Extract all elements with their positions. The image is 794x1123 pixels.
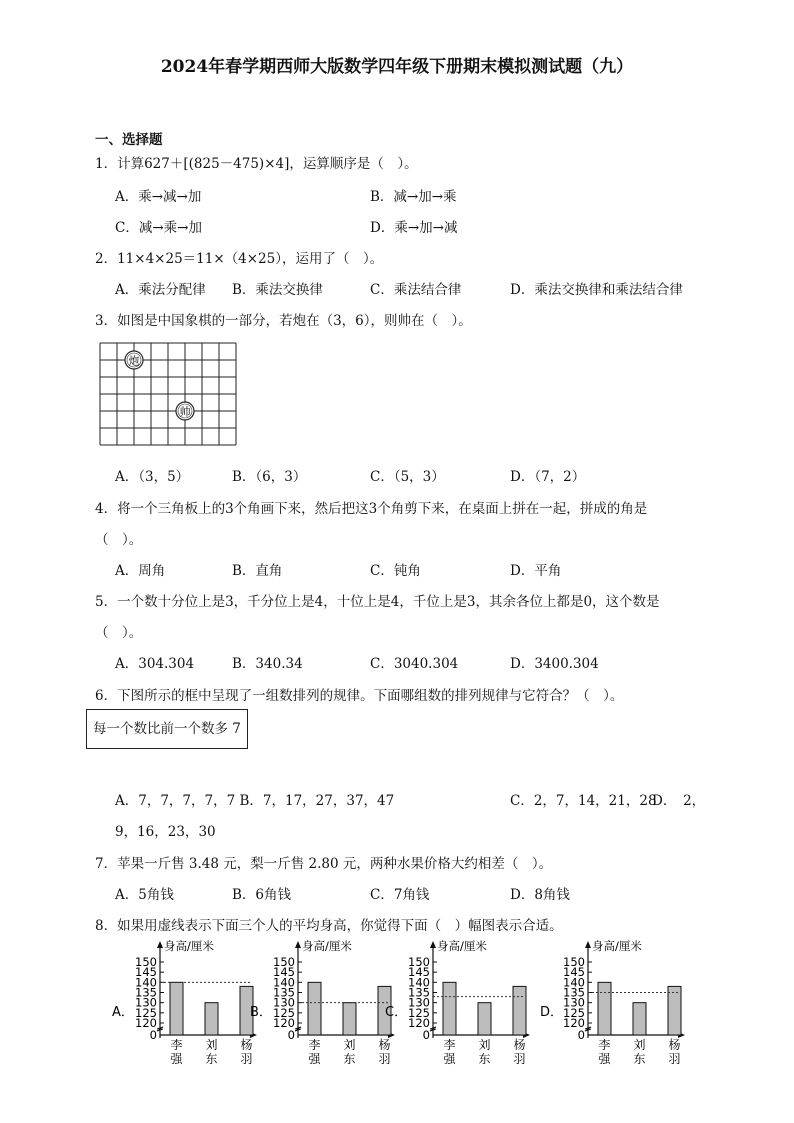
bar xyxy=(478,1003,491,1035)
question-3-stem: 3．如图是中国象棋的一部分，若炮在（3，6），则帅在（ ）。 xyxy=(95,313,472,329)
question-5-stem-cont: （ ）。 xyxy=(95,625,143,641)
category-label: 东 xyxy=(478,1052,491,1066)
y-tick-label: 150 xyxy=(563,955,585,969)
q2-option-a[interactable]: A．乘法分配律 xyxy=(115,282,206,298)
q1-option-a[interactable]: A．乘→减→加 xyxy=(115,189,202,205)
y-tick-label: 0 xyxy=(577,1028,585,1042)
question-5-stem: 5．一个数十分位上是3，千分位上是4，十位上是4，千位上是3，其余各位上都是0，这个数是 xyxy=(95,594,660,610)
q4-option-b[interactable]: B．直角 xyxy=(232,563,283,579)
q2-option-c[interactable]: C．乘法结合律 xyxy=(370,282,462,298)
y-tick-label: 125 xyxy=(408,1005,430,1020)
y-axis-label: 身高/厘米 xyxy=(592,939,642,953)
bar xyxy=(308,982,321,1035)
y-tick-label: 130 xyxy=(563,995,585,1010)
y-axis-arrow xyxy=(585,941,591,948)
category-label: 强 xyxy=(598,1052,611,1066)
q7-option-a[interactable]: A．5角钱 xyxy=(115,887,174,903)
q2-option-b[interactable]: B．乘法交换律 xyxy=(232,282,323,298)
y-axis-arrow xyxy=(295,941,301,948)
y-tick-label: 0 xyxy=(422,1028,430,1042)
cannon-piece-label: 炮 xyxy=(128,354,140,368)
axis-break-icon xyxy=(430,1027,436,1031)
q7-option-d[interactable]: D．8角钱 xyxy=(510,887,570,903)
q4-option-c[interactable]: C．钝角 xyxy=(370,563,421,579)
y-axis-label: 身高/厘米 xyxy=(302,939,352,953)
category-label: 东 xyxy=(343,1052,356,1066)
q1-option-b[interactable]: B．减→加→乘 xyxy=(370,189,457,205)
y-tick-label: 135 xyxy=(273,985,295,1000)
y-tick-label: 150 xyxy=(408,955,430,969)
section-heading: 一、选择题 xyxy=(95,132,163,148)
q7-option-c[interactable]: C．7角钱 xyxy=(370,887,430,903)
rule-box: 每一个数比前一个数多 7 xyxy=(86,709,248,749)
y-tick-label: 120 xyxy=(273,1016,295,1030)
q5-option-d[interactable]: D．3400.304 xyxy=(510,656,599,672)
y-tick-label: 130 xyxy=(273,995,295,1010)
y-tick-label: 130 xyxy=(408,995,430,1010)
category-label: 刘 xyxy=(478,1038,491,1052)
y-tick-label: 120 xyxy=(563,1016,585,1030)
bar xyxy=(633,1003,646,1035)
category-label: 刘 xyxy=(205,1038,218,1052)
category-label: 杨 xyxy=(378,1038,391,1052)
chess-board-figure xyxy=(98,342,238,446)
bar xyxy=(443,982,456,1035)
y-tick-label: 140 xyxy=(273,975,295,990)
panel-label: D． xyxy=(540,1005,564,1020)
panel-label: C． xyxy=(385,1005,408,1020)
axis-break-icon xyxy=(585,1027,591,1031)
y-tick-label: 120 xyxy=(408,1016,430,1030)
question-1-stem: 1．计算627＋[(825－475)×4]，运算顺序是（ ）。 xyxy=(95,156,418,172)
q4-option-d[interactable]: D．平角 xyxy=(510,563,562,579)
category-label: 杨 xyxy=(513,1038,526,1052)
category-label: 东 xyxy=(633,1052,646,1066)
y-axis-arrow xyxy=(430,941,436,948)
category-label: 羽 xyxy=(378,1052,391,1066)
q7-option-b[interactable]: B．6角钱 xyxy=(232,887,292,903)
category-label: 刘 xyxy=(633,1038,646,1052)
y-axis-arrow xyxy=(157,941,163,948)
y-tick-label: 0 xyxy=(149,1028,157,1042)
q3-option-c[interactable]: C．（5，3） xyxy=(370,469,445,485)
y-tick-label: 140 xyxy=(563,975,585,990)
question-4-stem-cont: （ ）。 xyxy=(95,532,143,548)
y-tick-label: 125 xyxy=(563,1005,585,1020)
y-tick-label: 140 xyxy=(135,975,157,990)
panel-label: A． xyxy=(112,1005,134,1020)
bar xyxy=(598,982,611,1035)
category-label: 强 xyxy=(170,1052,183,1066)
bar xyxy=(343,1003,356,1035)
q2-option-d[interactable]: D．乘法交换律和乘法结合律 xyxy=(510,282,683,298)
q1-option-d[interactable]: D．乘→加→减 xyxy=(370,220,458,236)
question-6-stem: 6．下图所示的框中呈现了一组数排列的规律。下面哪组数的排列规律与它符合？（ ）。 xyxy=(95,688,624,704)
category-label: 刘 xyxy=(343,1038,356,1052)
y-tick-label: 150 xyxy=(135,955,157,969)
bar xyxy=(513,986,526,1035)
category-label: 杨 xyxy=(668,1038,681,1052)
bar xyxy=(170,982,183,1035)
q5-option-c[interactable]: C．3040.304 xyxy=(370,656,459,672)
chart-panel xyxy=(540,938,690,1078)
q6-option-d[interactable]: D． 2， xyxy=(652,793,706,809)
q6-option-ab[interactable]: A．7，7，7，7，7 B．7，17，27，37，47 xyxy=(115,793,395,809)
y-tick-label: 140 xyxy=(408,975,430,990)
y-axis-label: 身高/厘米 xyxy=(437,939,487,953)
category-label: 强 xyxy=(308,1052,321,1066)
y-tick-label: 145 xyxy=(563,965,585,980)
y-tick-label: 120 xyxy=(135,1016,157,1030)
q3-option-b[interactable]: B．（6，3） xyxy=(232,469,307,485)
q6-option-d-cont: 9，16，23，30 xyxy=(115,824,216,840)
q6-option-c[interactable]: C．2，7，14，21，28 xyxy=(510,793,657,809)
category-label: 羽 xyxy=(513,1052,526,1066)
y-tick-label: 145 xyxy=(135,965,157,980)
category-label: 羽 xyxy=(240,1052,253,1066)
question-7-stem: 7．苹果一斤售 3.48 元，梨一斤售 2.80 元，两种水果价格大约相差（ ）。 xyxy=(95,856,553,872)
q5-option-b[interactable]: B．340.34 xyxy=(232,656,303,672)
question-4-stem: 4．将一个三角板上的3个角画下来，然后把这3个角剪下来，在桌面上拼在一起，拼成的角是 xyxy=(95,501,648,517)
y-tick-label: 130 xyxy=(135,995,157,1010)
question-8-stem: 8．如果用虚线表示下面三个人的平均身高，你觉得下面（ ）幅图表示合适。 xyxy=(95,918,563,934)
y-tick-label: 0 xyxy=(287,1028,295,1042)
axis-break-icon xyxy=(157,1027,163,1031)
axis-break-icon xyxy=(295,1027,301,1031)
q1-option-c[interactable]: C．减→乘→加 xyxy=(115,220,202,236)
y-tick-label: 125 xyxy=(135,1005,157,1020)
category-label: 李 xyxy=(598,1038,611,1052)
bar xyxy=(668,986,681,1035)
y-tick-label: 145 xyxy=(273,965,295,980)
q5-option-a[interactable]: A．304.304 xyxy=(115,656,195,672)
q4-option-a[interactable]: A．周角 xyxy=(115,563,166,579)
category-label: 杨 xyxy=(240,1038,253,1052)
category-label: 强 xyxy=(443,1052,456,1066)
panel-label: B． xyxy=(250,1005,272,1020)
category-label: 羽 xyxy=(668,1052,681,1066)
category-label: 东 xyxy=(205,1052,218,1066)
category-label: 李 xyxy=(443,1038,456,1052)
bar xyxy=(205,1003,218,1035)
q3-option-a[interactable]: A．（3，5） xyxy=(115,469,190,485)
chart-panel xyxy=(250,938,400,1078)
question-2-stem: 2．11×4×25＝11×（4×25），运用了（ ）。 xyxy=(95,251,384,267)
y-tick-label: 135 xyxy=(563,985,585,1000)
category-label: 李 xyxy=(308,1038,321,1052)
general-piece-label: 帅 xyxy=(179,405,191,419)
y-axis-label: 身高/厘米 xyxy=(164,939,214,953)
chart-panel xyxy=(385,938,535,1078)
y-tick-label: 145 xyxy=(408,965,430,980)
category-label: 李 xyxy=(170,1038,183,1052)
y-tick-label: 125 xyxy=(273,1005,295,1020)
q3-option-d[interactable]: D．（7，2） xyxy=(510,469,586,485)
y-tick-label: 150 xyxy=(273,955,295,969)
chart-panel xyxy=(112,938,262,1078)
y-tick-label: 135 xyxy=(135,985,157,1000)
y-tick-label: 135 xyxy=(408,985,430,1000)
page-title: 2024年春学期西师大版数学四年级下册期末模拟测试题（九） xyxy=(160,57,634,77)
